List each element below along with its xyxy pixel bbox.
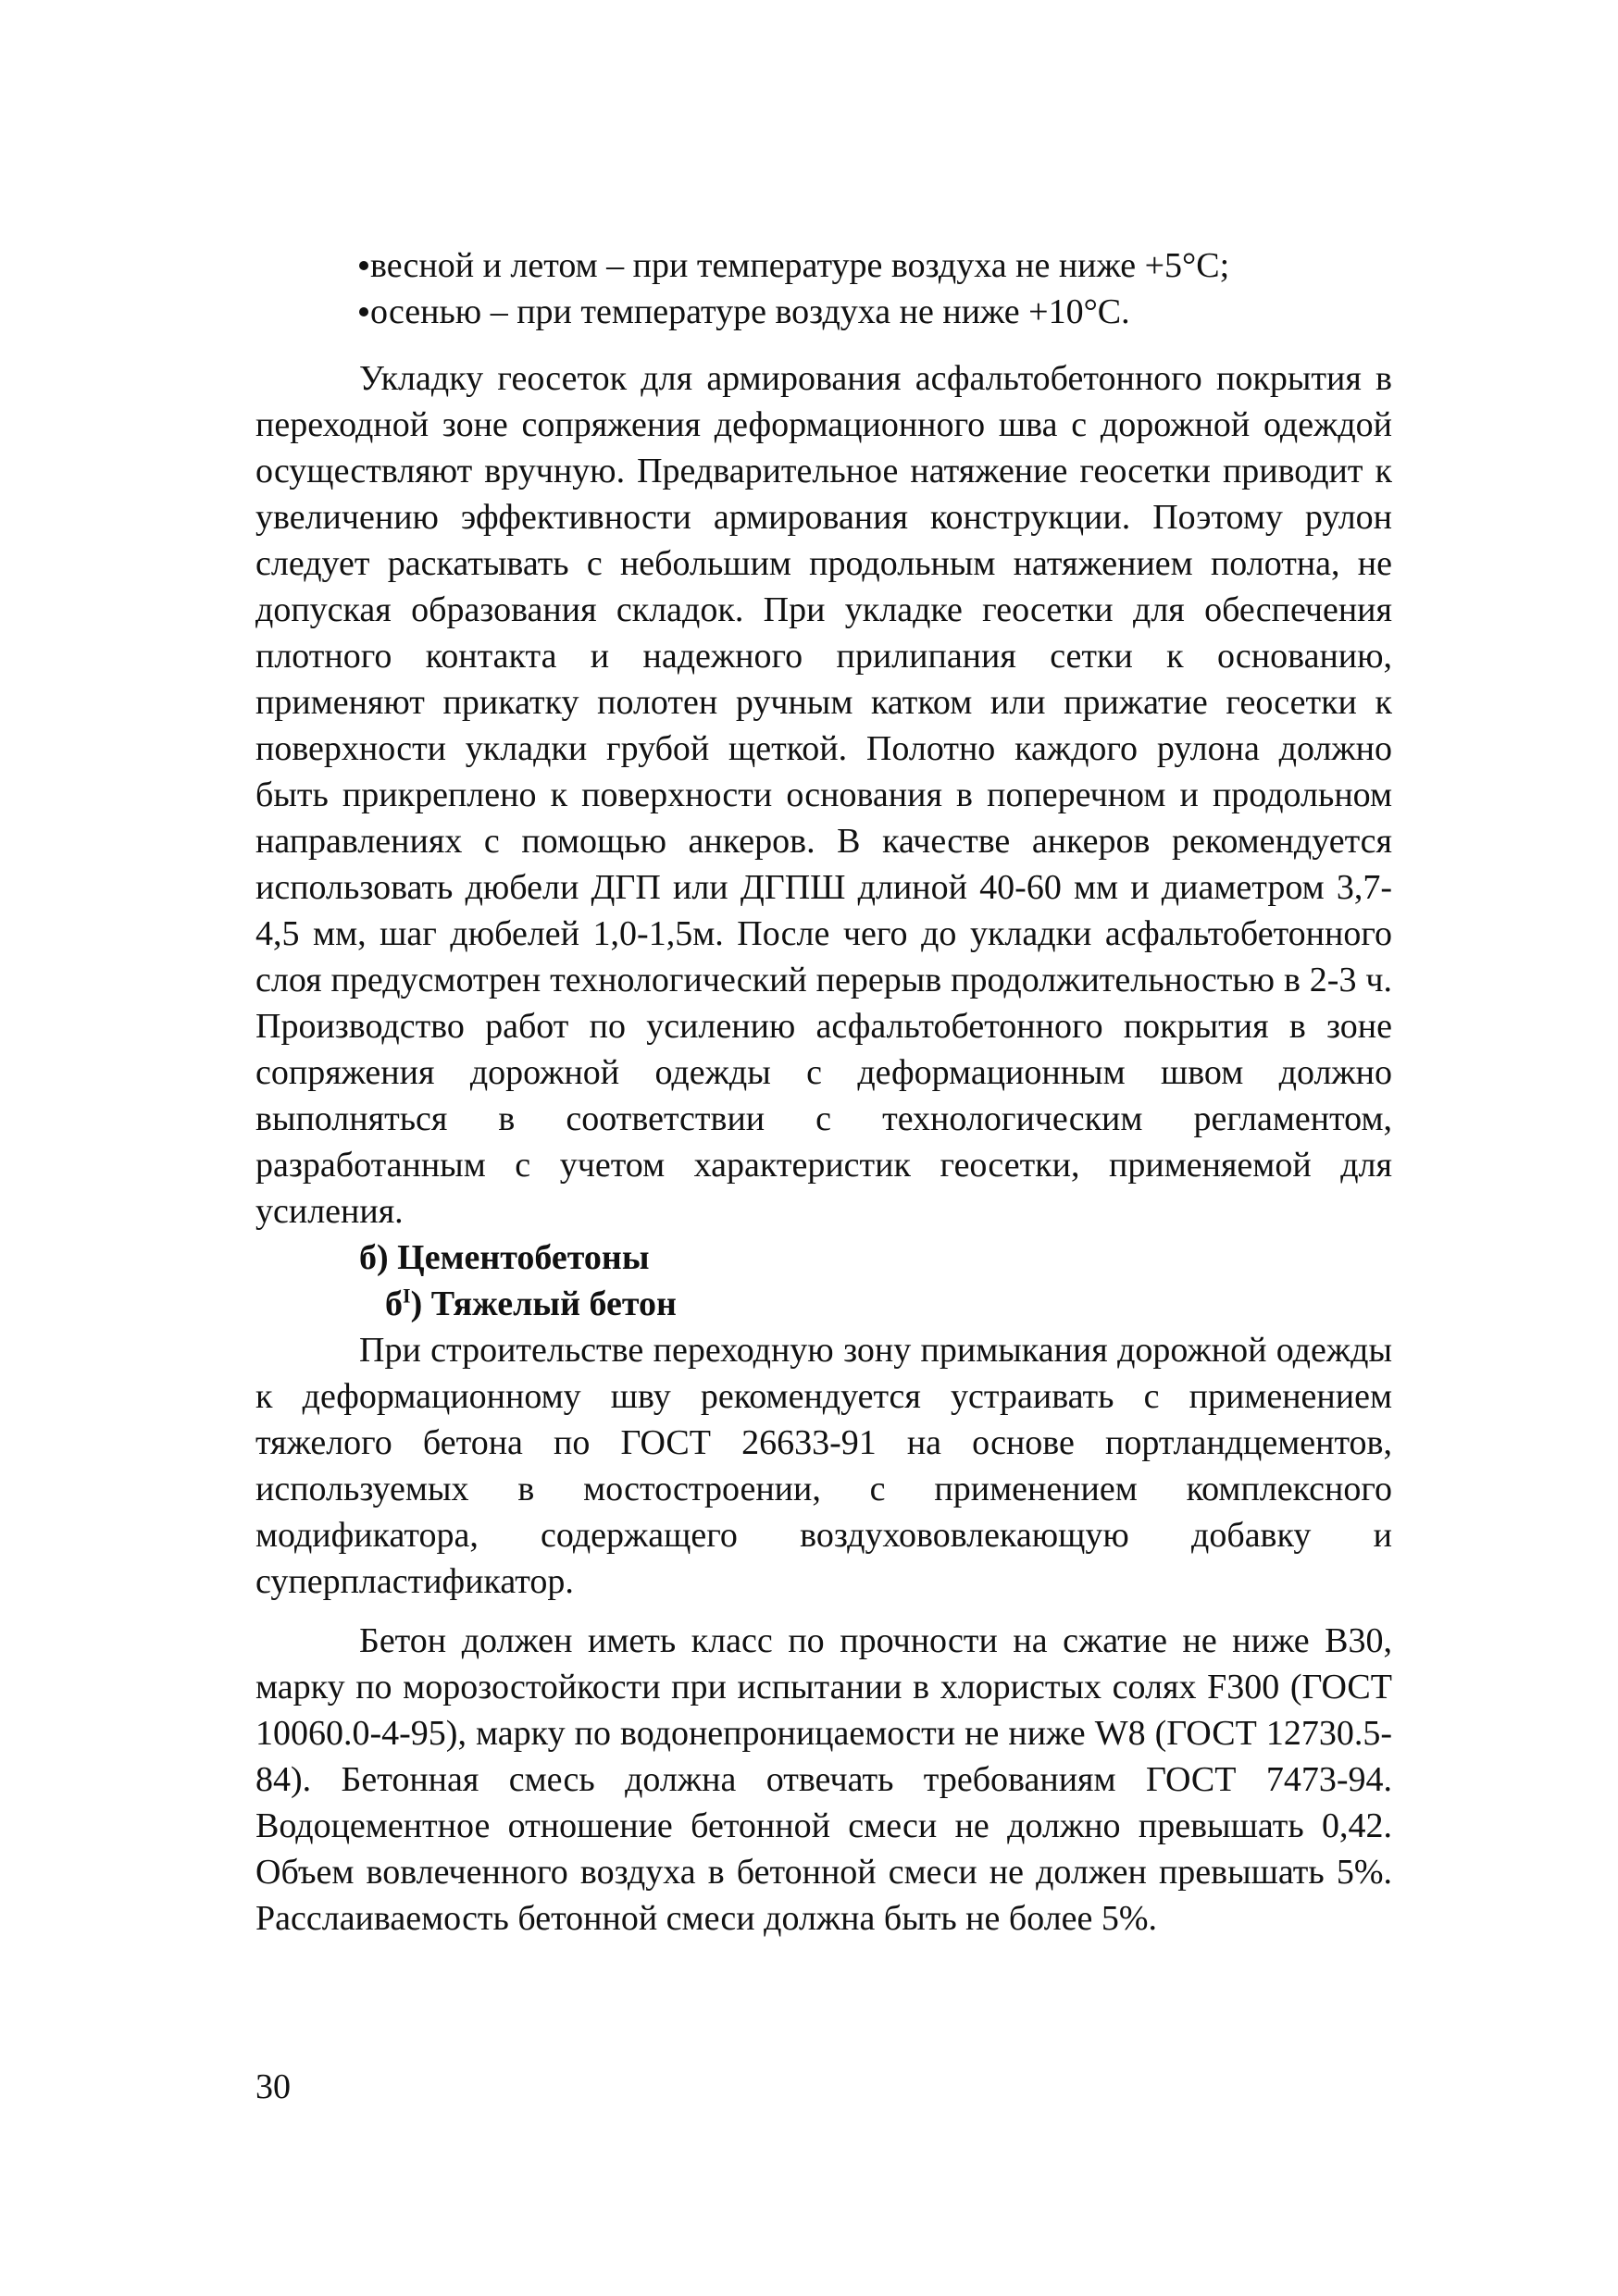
page-content (255, 242, 1392, 1942)
bullet-text: весной и летом – при температуре воздуха не ниже +5°С; (370, 246, 1230, 285)
paragraph-geogrid-laying: Укладку геосеток для армирования асфальтобетонного покрытия в переходной зоне сопряжения деформационного шва с дорожной одеждой осуществляют вручную. Предварительное натяжение геосетки приводит к увеличению эффективности армирования конструкции. Поэтому рулон следует раскатывать с небольшим продольным натяжением полотна, не допуская образования складок. При укладке геосетки для обеспечения плотного контакта и надежного прилипания сетки к основанию, применяют прикатку полотен ручным катком или прижатие геосетки к поверхности укладки грубой щеткой. Полотно каждого рулона должно быть прикреплено к поверхности основания в поперечном и продольном направлениях с помощью анкеров. В качестве анкеров рекомендуется использовать дюбели ДГП или ДГПШ длиной 40-60 мм и диаметром 3,7-4,5 мм, шаг дюбелей 1,0-1,5м. После чего до укладки асфальтобетонного слоя предусмотрен технологический перерыв продолжительностью в 2-3 ч. Производство работ по усилению асфальтобетонного покрытия в зоне сопряжения дорожной одежды с деформационным швом должно выполняться в соответствии с технологическим регламентом, разработанным с учетом характеристик геосетки, применяемой для усиления. (255, 359, 1392, 1231)
paragraph-heavy-concrete: При строительстве переходную зону примыкания дорожной одежды к деформационному шву рекомендуется устраивать с применением тяжелого бетона по ГОСТ 26633-91 на основе портландцементов, используемых в мостостроении, с применением комплексного модификатора, содержащего воздухововлекающую добавку и суперпластификатор. (255, 1331, 1392, 1601)
bullet-item-spring-summer (255, 242, 1392, 289)
subheading-prefix: б (385, 1285, 403, 1323)
subheading-rest: ) Тяжелый бетон (410, 1285, 677, 1323)
subheading-superscript: I (403, 1284, 411, 1308)
page-number: 30 (255, 2067, 291, 2106)
paragraph-concrete-class: Бетон должен иметь класс по прочности на сжатие не ниже В30, марку по морозостойкости при испытании в хлористых солях F300 (ГОСТ 10060.0-4-95), марку по водонепроницаемости не ниже W8 (ГОСТ 12730.5-84). Бетонная смесь должна отвечать требованиям ГОСТ 7473-94. Водоцементное отношение бетонной смеси не должно превышать 0,42. Объем вовлеченного воздуха в бетонной смеси не должен превышать 5%. Расслаиваемость бетонной смеси должна быть не более 5%. (255, 1621, 1392, 1938)
bullet-dot-icon (359, 307, 368, 316)
section-heading-cement-concrete: б) Цементобетоны (359, 1238, 650, 1277)
bullet-text: осенью – при температуре воздуха не ниже +10°С. (370, 292, 1130, 331)
bullet-item-autumn (255, 289, 1392, 335)
bullet-dot-icon (359, 261, 368, 270)
subsection-heading-heavy-concrete (255, 1281, 1392, 1327)
